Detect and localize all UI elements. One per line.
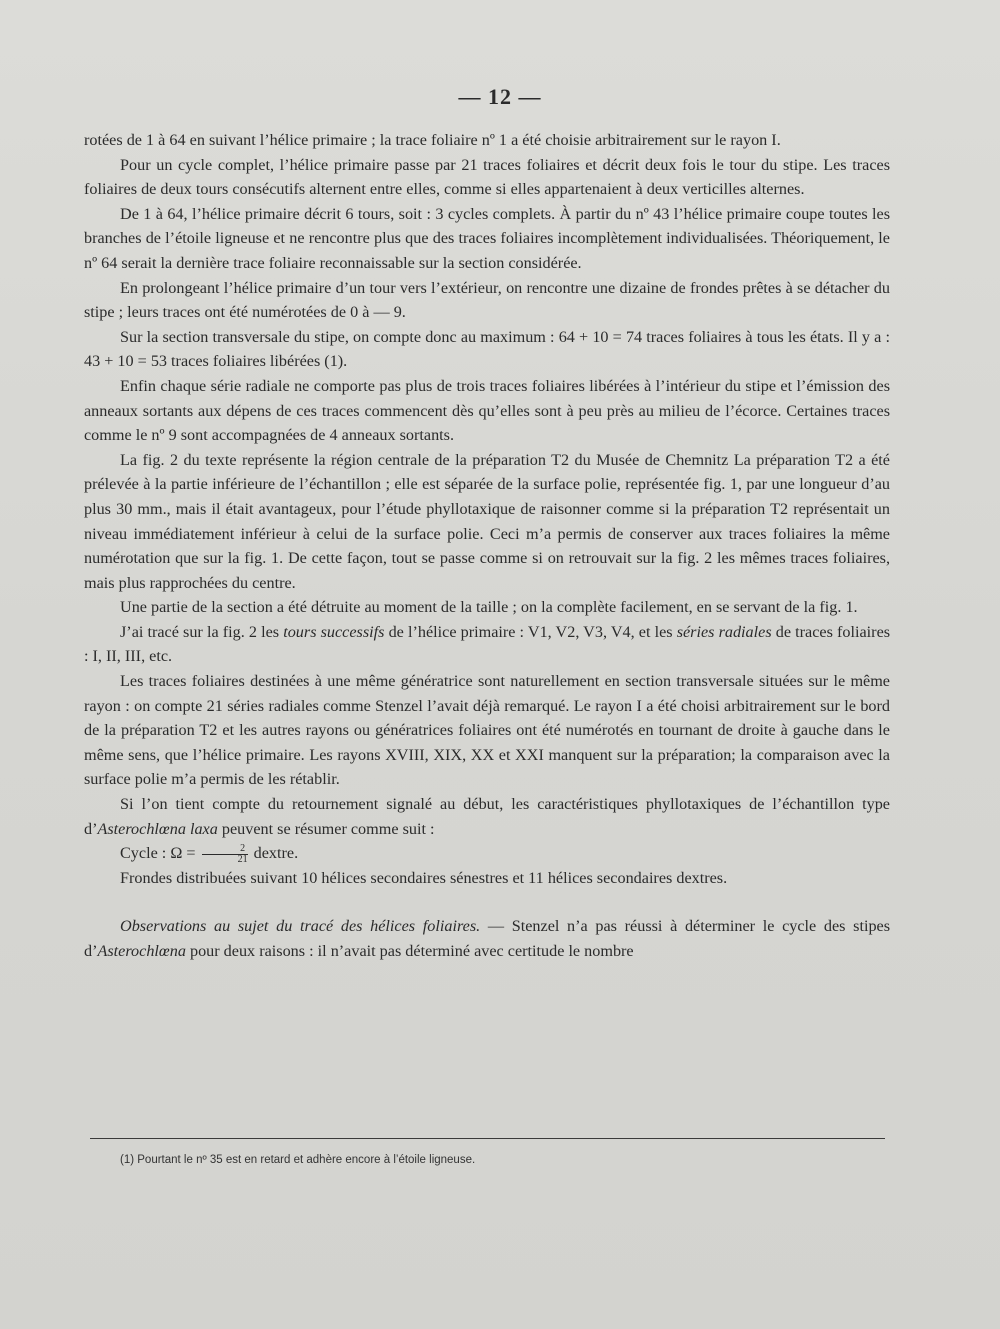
text-run: Cycle : Ω = [120,844,196,863]
text-run: de traces foliaires : I, II, III, etc. [84,622,891,666]
italic-run: Asterochlœna laxa [97,819,218,838]
text-run: peuvent se résumer comme suit : [221,819,435,838]
paragraph: rotées de 1 à 64 en suivant l’hélice primaire ; la trace foliaire nº 1 a été choisie arbitrairement sur le rayon I. [84,131,781,149]
italic-run: Asterochlœna [97,942,186,960]
paragraph: Les traces foliaires destinées à une même génératrice sont naturellement en section transversale situées sur le même rayon : on compte 21 séries radiales comme Stenzel l’avait déjà remarqué. Le rayon I a été choisi arbitrairement sur le bord de la préparation T2 et les autres rayons ou génératrices foliaires ont été numérotés en tournant de droite à gauche dans le même sens, que l’hélice primaire. Les rayons XVIII, XIX, XX et XXI manquent sur la préparation; la comparaison avec la surface polie m’a permis de les rétablir. [84,672,890,789]
paragraph [84,792,890,841]
page-number: — 12 — [458,84,542,109]
body-text [84,128,890,964]
paragraph: Pour un cycle complet, l’hélice primaire passe par 21 traces foliaires et décrit deux fois le tour du stipe. Les traces foliaires de deux tours consécutifs alternent entre elles, comme si elles appartenaient à deux verticilles alternes. [84,155,890,199]
paragraph: Une partie de la section a été détruite au moment de la taille ; on la complète facilement, en se servant de la fig. 1. [120,598,858,617]
fraction-numerator: 2 [202,844,248,855]
paragraph: De 1 à 64, l’hélice primaire décrit 6 tours, soit : 3 cycles complets. À partir du nº 43 l’hélice primaire coupe toutes les branches de l’étoile ligneuse et ne rencontre plus que des traces foliaires incomplètement individualisées. Théoriquement, le nº 64 serait la dernière trace foliaire reconnaissable sur la section considérée. [84,204,890,272]
footnote: (1) Pourtant le nº 35 est en retard et adhère encore à l’étoile ligneuse. [120,1154,476,1166]
paragraph: En prolongeant l’hélice primaire d’un tour vers l’extérieur, on rencontre une dizaine de frondes prêtes à se détacher du stipe ; leurs traces ont été numérotées de 0 à — 9. [84,278,890,322]
text-run: Si l’on tient compte du retournement signalé au début, les caractéristiques phyllotaxiques de l’échantillon type d’ [84,795,890,838]
paragraph [84,841,890,866]
text-run: — Stenzel n’a pas réussi à déterminer le cycle des stipes d’ [84,917,891,960]
italic-run: séries radiales [676,622,772,641]
paragraph: Frondes distribuées suivant 10 hélices secondaires sénestres et 11 hélices secondaires dextres. [120,868,728,887]
text-run: de l’hélice primaire : V1, V2, V3, V4, et les [388,622,673,641]
fraction [202,844,248,865]
footnote-rule [90,1138,885,1139]
fraction-denominator: 21 [237,854,248,865]
text-run: dextre. [253,844,299,863]
paragraph [84,620,890,669]
italic-run: tours successifs [283,622,385,641]
paragraph: Sur la section transversale du stipe, on compte donc au maximum : 64 + 10 = 74 traces foliaires à tous les états. Il y a : 43 + 10 = 53 traces foliaires libérées (1). [84,327,890,371]
paragraph: Enfin chaque série radiale ne comporte pas plus de trois traces foliaires libérées à l’intérieur du stipe et l’émission des anneaux sortants aux dépens de ces traces commencent dès qu’elles sont à peu près au milieu de l’écorce. Certaines traces comme le nº 9 sont accompagnées de 4 anneaux sortants. [84,376,890,445]
text-run: J’ai tracé sur la fig. 2 les [120,622,280,641]
paragraph: La fig. 2 du texte représente la région centrale de la préparation T2 du Musée de Chemnitz La préparation T2 a été prélevée à la partie inférieure de l’échantillon ; elle est séparée de la surface polie, représentée fig. 1, par une longueur d’au plus 30 mm., mais il était avantageux, pour l’étude phyllotaxique de raisonner comme si la préparation T2 représentait un niveau immédiatement inférieur à celui de la surface polie. Ceci m’a permis de conserver aux traces foliaires la même numérotation que sur la fig. 1. De cette façon, tout se passe comme si on retrouvait sur la fig. 2 les mêmes traces foliaires, mais plus rapprochées du centre. [84,450,890,592]
text-run: pour deux raisons : il n’avait pas déterminé avec certitude le nombre [189,942,634,960]
paragraph [84,914,890,963]
italic-run: Observations au sujet du tracé des hélices foliaires. [120,917,481,936]
